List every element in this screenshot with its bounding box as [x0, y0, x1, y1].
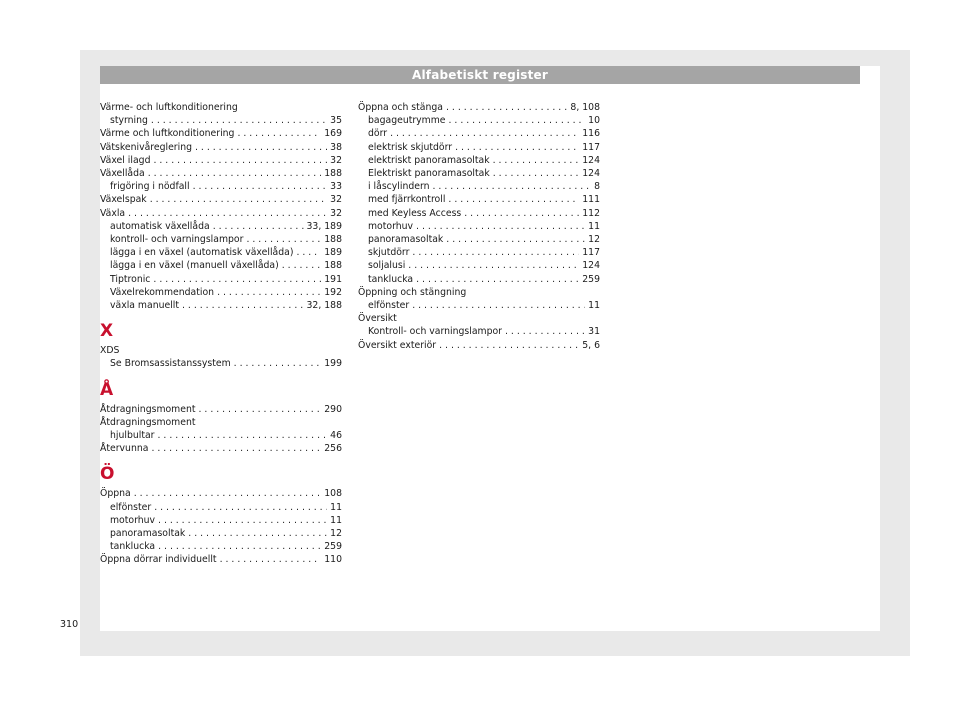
index-entry	[358, 233, 600, 246]
section-letter-x: X	[100, 321, 114, 342]
index-term: Översikt exteriör	[358, 339, 437, 351]
leader-dots	[412, 246, 579, 259]
page-ref: 112	[582, 207, 600, 219]
section-letter-aa: Å	[100, 379, 114, 400]
leader-dots	[505, 325, 585, 338]
leader-dots	[154, 501, 327, 514]
index-entry	[100, 442, 342, 455]
leader-dots	[153, 273, 321, 286]
leader-dots	[148, 167, 322, 180]
index-block-right	[358, 101, 600, 352]
index-entry	[100, 540, 342, 553]
index-entry	[358, 299, 600, 312]
index-term: styrning	[110, 115, 148, 127]
leader-dots	[439, 339, 579, 352]
index-entry	[358, 127, 600, 140]
page-ref: 11	[330, 514, 342, 526]
index-entry: XDS	[100, 345, 120, 357]
index-entry: Åtdragningsmoment	[100, 416, 196, 428]
index-term: motorhuv	[368, 220, 414, 232]
index-entry	[100, 273, 342, 286]
index-term: panoramasoltak	[368, 234, 444, 246]
index-term: Öppna	[100, 488, 131, 500]
section-letter-oe: Ö	[100, 464, 115, 485]
page-ref: 11	[330, 501, 342, 513]
index-term: Växellåda	[100, 168, 145, 180]
leader-dots	[433, 180, 592, 193]
index-entry	[100, 259, 342, 272]
page-ref: 192	[324, 286, 342, 298]
index-entry	[100, 233, 342, 246]
page-ref: 199	[324, 358, 342, 370]
index-term: skjutdörr	[368, 247, 410, 259]
index-block-oe	[100, 487, 342, 566]
leader-dots	[150, 193, 327, 206]
leader-dots	[446, 101, 567, 114]
index-entry	[100, 403, 342, 416]
index-entry	[100, 357, 342, 370]
index-term: Vätskenivåreglering	[100, 141, 193, 153]
leader-dots	[464, 207, 579, 220]
page-ref: 124	[582, 168, 600, 180]
index-term: Elektriskt panoramasoltak	[368, 168, 490, 180]
page-ref: 8, 108	[570, 102, 600, 113]
index-term: Växelrekommendation	[110, 286, 215, 298]
page-ref: 110	[324, 554, 342, 566]
index-term: Tiptronic	[110, 273, 151, 285]
index-term: med Keyless Access	[368, 207, 462, 219]
index-term: motorhuv	[110, 514, 156, 526]
index-term: tanklucka	[368, 273, 414, 285]
leader-dots	[158, 429, 328, 442]
leader-dots	[448, 193, 579, 206]
leader-dots	[188, 527, 327, 540]
index-entry	[358, 141, 600, 154]
index-entry: Öppning och stängning	[358, 286, 467, 298]
index-entry	[100, 114, 342, 127]
page-ref: 12	[588, 234, 600, 246]
page-ref: 11	[588, 300, 600, 312]
page-ref: 117	[582, 141, 600, 153]
leader-dots	[213, 220, 304, 233]
index-entry	[358, 154, 600, 167]
index-entry	[100, 127, 342, 140]
index-entry	[100, 286, 342, 299]
index-entry: Värme- och luftkonditionering	[100, 102, 238, 113]
index-term: lägga i en växel (automatisk växellåda)	[110, 247, 294, 259]
index-entry	[358, 246, 600, 259]
leader-dots	[151, 442, 321, 455]
index-block-aa	[100, 403, 342, 456]
leader-dots	[390, 127, 579, 140]
page-ref: 188	[324, 260, 342, 272]
index-entry	[100, 487, 342, 500]
page-ref: 256	[324, 443, 342, 455]
index-term: Öppna och stänga	[358, 102, 443, 113]
page-number: 310	[60, 619, 79, 630]
leader-dots	[416, 220, 585, 233]
index-term: Återvunna	[100, 443, 149, 455]
leader-dots	[220, 553, 322, 566]
index-entry	[100, 141, 342, 154]
page-ref: 111	[582, 194, 600, 206]
leader-dots	[446, 233, 585, 246]
index-term: Kontroll- och varningslampor	[368, 326, 503, 338]
index-term: Växelspak	[100, 194, 147, 206]
index-term: kontroll- och varningslampor	[110, 234, 244, 246]
page-ref: 259	[582, 273, 600, 285]
index-entry	[100, 246, 342, 259]
leader-dots	[416, 273, 579, 286]
leader-dots	[158, 540, 321, 553]
leader-dots	[246, 233, 321, 246]
page-ref: 32	[330, 194, 342, 206]
index-entry	[358, 220, 600, 233]
index-block-v	[100, 101, 342, 312]
index-term: elfönster	[110, 501, 152, 513]
leader-dots	[282, 259, 322, 272]
leader-dots	[493, 154, 580, 167]
page-header: Alfabetiskt register	[100, 66, 860, 84]
page-ref: 5, 6	[582, 339, 600, 351]
index-entry	[358, 339, 600, 352]
index-block-x	[100, 344, 342, 370]
index-entry	[100, 154, 342, 167]
page-ref: 117	[582, 247, 600, 259]
page-ref: 31	[588, 326, 600, 338]
index-term: växla manuellt	[110, 300, 180, 312]
page-ref: 12	[330, 528, 342, 540]
index-entry	[100, 193, 342, 206]
index-term: Se Bromsassistanssystem	[110, 358, 231, 370]
leader-dots	[408, 259, 579, 272]
page-ref: 33	[330, 181, 342, 193]
page-ref: 11	[588, 220, 600, 232]
page-ref: 169	[324, 128, 342, 140]
page-ref: 290	[324, 403, 342, 415]
index-term: i låscylindern	[368, 181, 430, 193]
leader-dots	[199, 403, 322, 416]
index-term: Värme och luftkonditionering	[100, 128, 235, 140]
index-term: Växel ilagd	[100, 154, 151, 166]
index-term: automatisk växellåda	[110, 220, 210, 232]
leader-dots	[134, 487, 322, 500]
index-term: Åtdragningsmoment	[100, 403, 196, 415]
index-term: frigöring i nödfall	[110, 181, 190, 193]
leader-dots	[234, 357, 322, 370]
leader-dots	[493, 167, 580, 180]
page-ref: 191	[324, 273, 342, 285]
index-entry	[358, 167, 600, 180]
index-entry	[100, 553, 342, 566]
page-ref: 116	[582, 128, 600, 140]
leader-dots	[296, 246, 321, 259]
leader-dots	[193, 180, 328, 193]
leader-dots	[449, 114, 586, 127]
index-entry	[100, 180, 342, 193]
leader-dots	[195, 141, 327, 154]
index-term: elfönster	[368, 300, 410, 312]
page-ref: 108	[324, 488, 342, 500]
index-entry	[358, 193, 600, 206]
index-entry	[358, 259, 600, 272]
index-entry: Översikt	[358, 313, 397, 325]
index-entry	[358, 273, 600, 286]
page-ref: 124	[582, 154, 600, 166]
page-ref: 124	[582, 260, 600, 272]
page-ref: 38	[330, 141, 342, 153]
page-ref: 10	[588, 115, 600, 127]
leader-dots	[455, 141, 579, 154]
page-ref: 35	[330, 115, 342, 127]
leader-dots	[151, 114, 327, 127]
leader-dots	[217, 286, 321, 299]
page-ref: 32	[330, 207, 342, 219]
page-ref: 188	[324, 234, 342, 246]
leader-dots	[128, 207, 327, 220]
leader-dots	[158, 514, 327, 527]
leader-dots	[412, 299, 585, 312]
index-entry	[358, 114, 600, 127]
index-entry	[100, 299, 342, 312]
index-term: dörr	[368, 128, 388, 140]
index-term: Öppna dörrar individuellt	[100, 554, 217, 566]
index-term: bagageutrymme	[368, 115, 446, 127]
page-ref: 259	[324, 541, 342, 553]
page-ref: 8	[594, 181, 600, 193]
index-term: tanklucka	[110, 541, 156, 553]
page-ref: 189	[324, 247, 342, 259]
index-entry	[358, 180, 600, 193]
page-ref: 46	[330, 430, 342, 442]
index-term: med fjärrkontroll	[368, 194, 446, 206]
index-column-right	[358, 101, 600, 352]
index-term: elektrisk skjutdörr	[368, 141, 453, 153]
page-ref: 32, 188	[306, 300, 342, 312]
leader-dots	[237, 127, 321, 140]
leader-dots	[182, 299, 303, 312]
index-entry	[100, 429, 342, 442]
index-entry	[100, 220, 342, 233]
index-entry	[100, 527, 342, 540]
index-column-left	[100, 101, 342, 567]
index-entry	[100, 501, 342, 514]
index-entry	[358, 207, 600, 220]
page-ref: 33, 189	[306, 220, 342, 232]
index-entry	[100, 514, 342, 527]
index-term: soljalusi	[368, 260, 406, 272]
index-entry	[358, 325, 600, 338]
index-term: lägga i en växel (manuell växellåda)	[110, 260, 279, 272]
leader-dots	[153, 154, 327, 167]
index-entry	[100, 207, 342, 220]
index-term: Växla	[100, 207, 126, 219]
page-ref: 32	[330, 154, 342, 166]
index-term: hjulbultar	[110, 430, 155, 442]
index-entry	[100, 167, 342, 180]
index-term: elektriskt panoramasoltak	[368, 154, 490, 166]
index-entry	[358, 101, 600, 114]
page-ref: 188	[324, 168, 342, 180]
index-term: panoramasoltak	[110, 528, 186, 540]
